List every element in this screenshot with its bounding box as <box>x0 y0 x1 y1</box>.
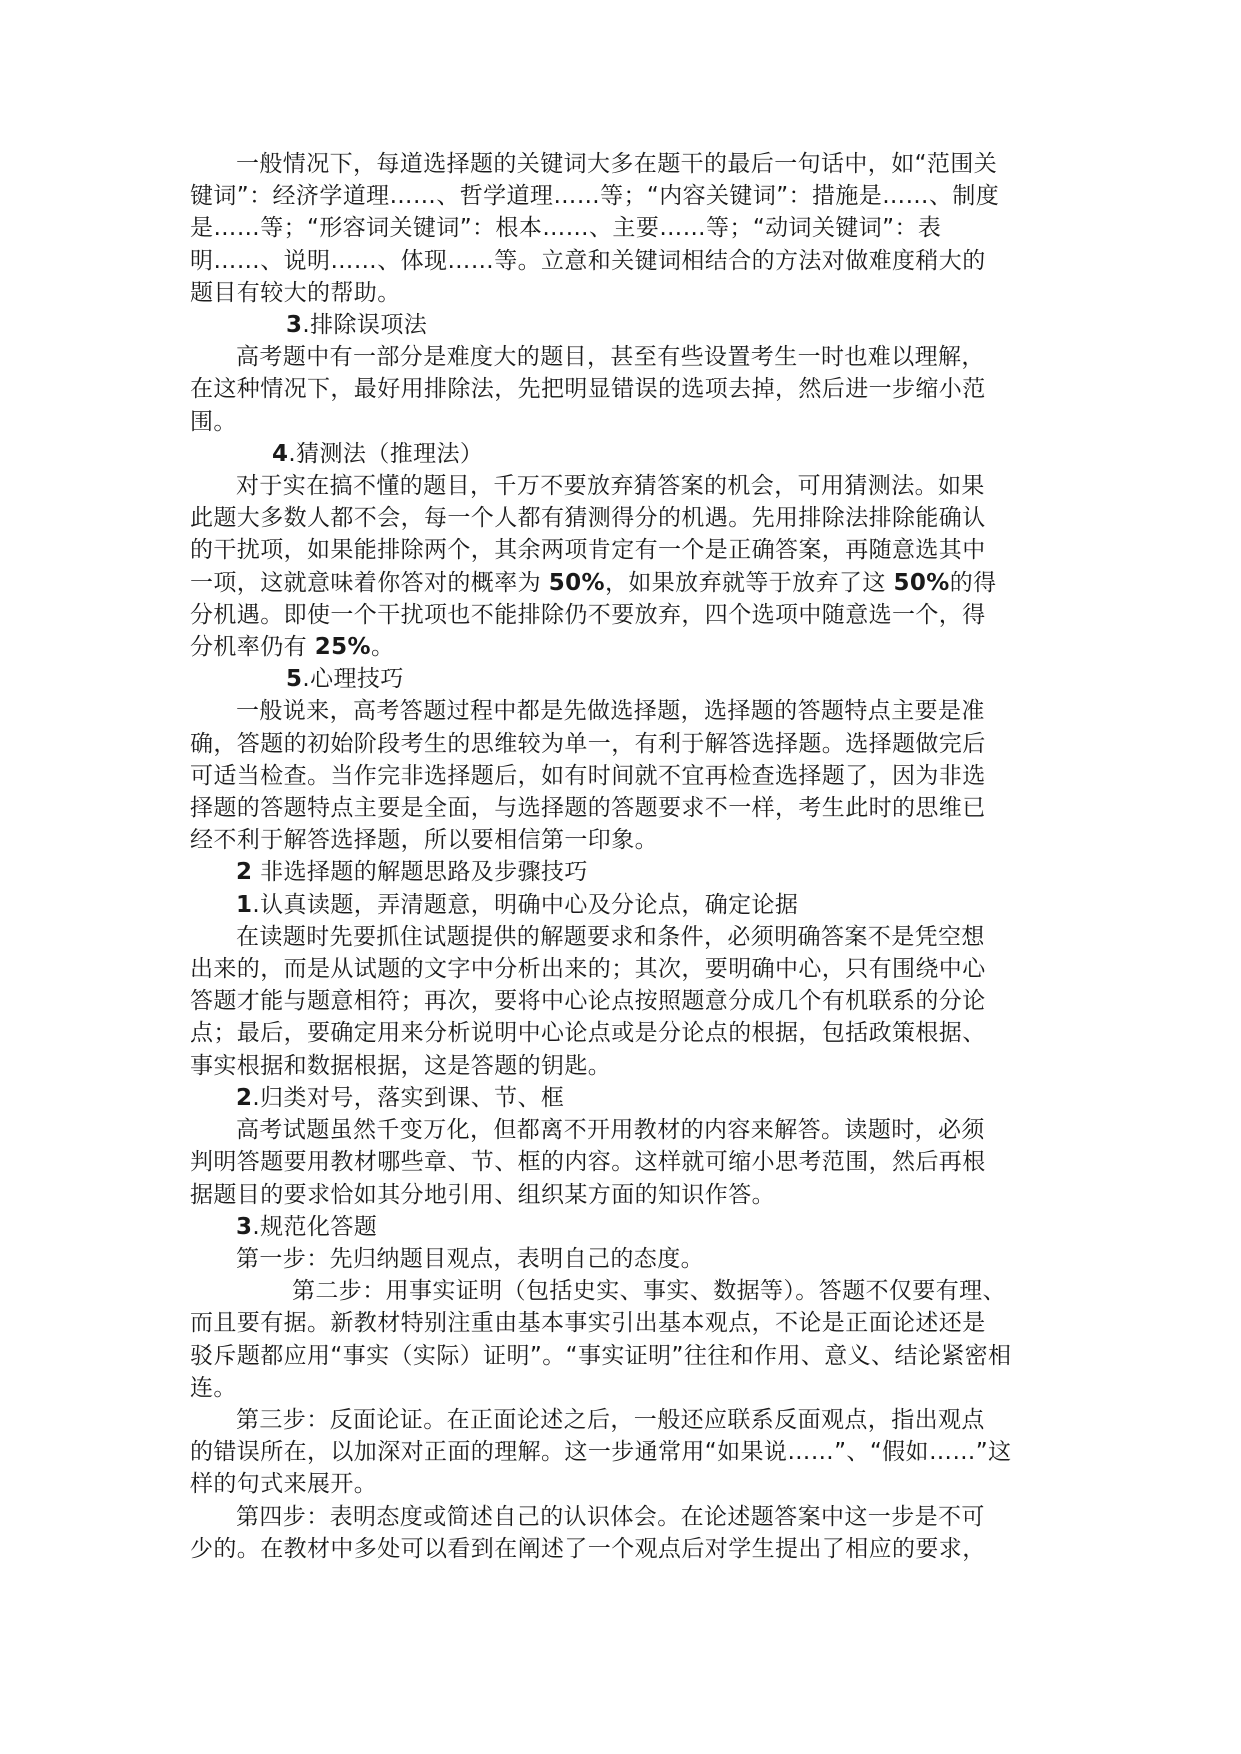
text-line: 4.猜测法（推理法） <box>272 440 484 467</box>
text-line: 出来的，而是从试题的文字中分析出来的；其次，要明确中心，只有围绕中心 <box>190 956 986 983</box>
text-line: 2 非选择题的解题思路及步骤技巧 <box>236 859 588 886</box>
text-line: 第四步：表明态度或简述自己的认识体会。在论述题答案中这一步是不可 <box>236 1503 985 1530</box>
text-line: 分机率仍有 25%。 <box>190 634 395 661</box>
text-line: 答题才能与题意相符；再次，要将中心论点按照题意分成几个有机联系的分论 <box>190 988 986 1015</box>
text-line: 高考题中有一部分是难度大的题目，甚至有些设置考生一时也难以理解， <box>236 344 985 371</box>
text-line: 此题大多数人都不会，每一个人都有猜测得分的机遇。先用排除法排除能确认 <box>190 505 986 532</box>
text-line: 高考试题虽然千变万化，但都离不开用教材的内容来解答。读题时，必须 <box>236 1117 985 1144</box>
text-line: 明……、说明……、体现……等。立意和关键词相结合的方法对做难度稍大的 <box>190 247 986 274</box>
text-line: 一般说来，高考答题过程中都是先做选择题，选择题的答题特点主要是准 <box>236 698 985 725</box>
text-line: 第二步：用事实证明（包括史实、事实、数据等）。答题不仅要有理、 <box>292 1278 1006 1305</box>
document-body <box>190 148 1052 1565</box>
text-line: 5.心理技巧 <box>286 666 404 693</box>
text-line: 判明答题要用教材哪些章、节、框的内容。这样就可缩小思考范围，然后再根 <box>190 1149 986 1176</box>
text-line: 对于实在搞不懂的题目，千万不要放弃猜答案的机会，可用猜测法。如果 <box>236 473 985 500</box>
text-line: 第一步：先归纳题目观点，表明自己的态度。 <box>236 1245 704 1272</box>
text-line: 1.认真读题，弄清题意，明确中心及分论点，确定论据 <box>236 891 799 918</box>
text-line: 驳斥题都应用“事实（实际）证明”。“事实证明”往往和作用、意义、结论紧密相 <box>190 1342 1012 1369</box>
text-line: 连。 <box>190 1374 237 1401</box>
text-line: 经不利于解答选择题，所以要相信第一印象。 <box>190 827 658 854</box>
text-line: 一般情况下，每道选择题的关键词大多在题干的最后一句话中，如“范围关 <box>236 151 998 177</box>
text-line: 题目有较大的帮助。 <box>190 279 401 306</box>
text-line: 的干扰项，如果能排除两个，其余两项肯定有一个是正确答案，再随意选其中 <box>190 537 986 564</box>
text-line: 据题目的要求恰如其分地引用、组织某方面的知识作答。 <box>190 1181 775 1208</box>
text-line: 的错误所在，以加深对正面的理解。这一步通常用“如果说……”、“假如……”这 <box>190 1439 1012 1466</box>
text-line: 而且要有据。新教材特别注重由基本事实引出基本观点，不论是正面论述还是 <box>190 1310 986 1337</box>
text-line: 3.排除误项法 <box>286 312 428 339</box>
text-line: 点；最后，要确定用来分析说明中心论点或是分论点的根据，包括政策根据、 <box>190 1020 986 1047</box>
text-line: 围。 <box>190 408 237 435</box>
text-line: 键词”：经济学道理……、哲学道理……等；“内容关键词”：措施是……、制度 <box>190 183 1000 210</box>
text-line: 择题的答题特点主要是全面，与选择题的答题要求不一样，考生此时的思维已 <box>190 795 986 822</box>
text-line: 3.规范化答题 <box>236 1213 378 1240</box>
text-line: 可适当检查。当作完非选择题后，如有时间就不宜再检查选择题了，因为非选 <box>190 762 986 789</box>
text-line: 一项，这就意味着你答对的概率为 50%，如果放弃就等于放弃了这 50%的得 <box>190 569 997 596</box>
text-line: 少的。在教材中多处可以看到在阐述了一个观点后对学生提出了相应的要求， <box>190 1535 986 1562</box>
text-line: 样的句式来展开。 <box>190 1471 378 1498</box>
text-line: 在读题时先要抓住试题提供的解题要求和条件，必须明确答案不是凭空想 <box>236 923 985 950</box>
text-line: 在这种情况下，最好用排除法，先把明显错误的选项去掉，然后进一步缩小范 <box>190 376 986 403</box>
text-line: 事实根据和数据根据，这是答题的钥匙。 <box>190 1052 612 1079</box>
text-line: 确，答题的初始阶段考生的思维较为单一，有利于解答选择题。选择题做完后 <box>190 730 986 757</box>
text-line: 是……等；“形容词关键词”：根本……、主要……等；“动词关键词”：表 <box>190 215 942 242</box>
text-line: 2.归类对号，落实到课、节、框 <box>236 1084 565 1111</box>
text-line: 分机遇。即使一个干扰项也不能排除仍不要放弃，四个选项中随意选一个，得 <box>190 601 986 628</box>
text-line: 第三步：反面论证。在正面论述之后，一般还应联系反面观点，指出观点 <box>236 1406 985 1433</box>
